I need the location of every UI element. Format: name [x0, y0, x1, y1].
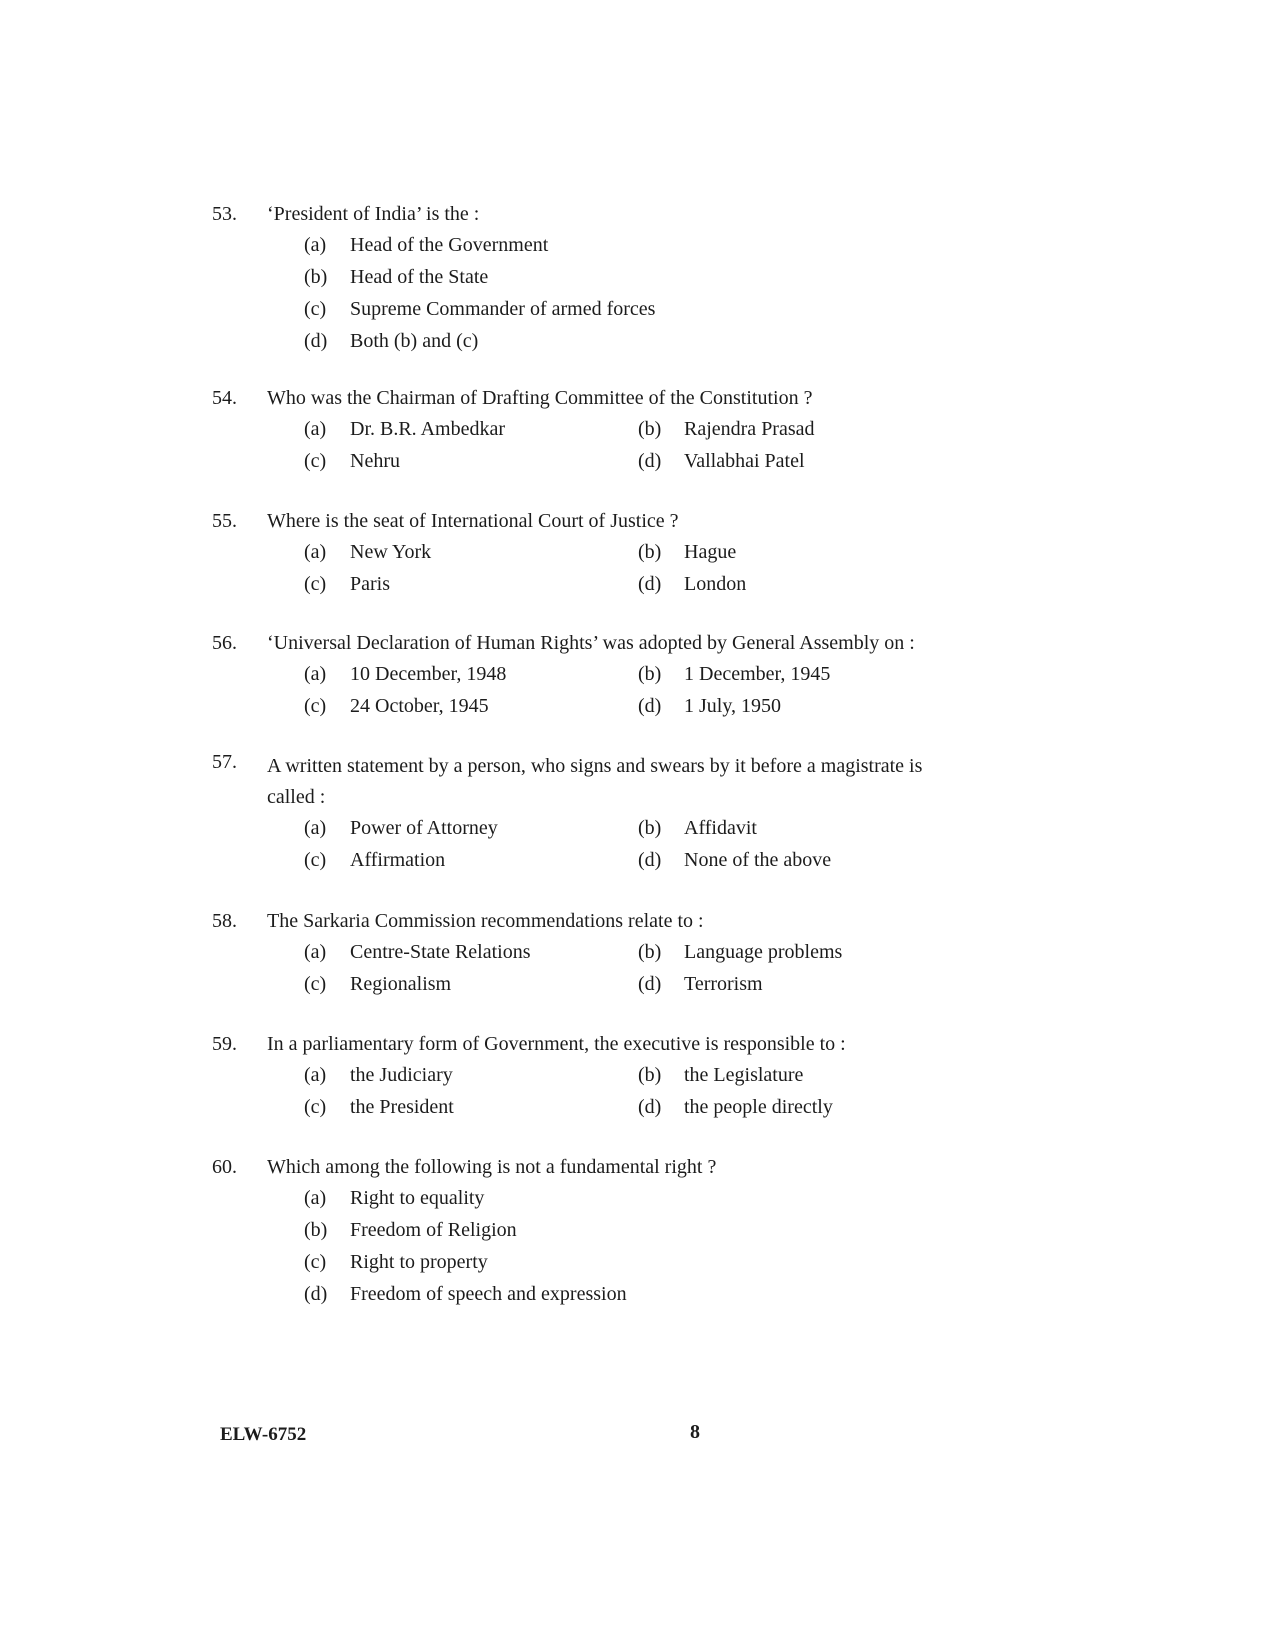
question-number: 57. — [212, 751, 237, 773]
options-grid — [212, 663, 972, 727]
question-stem — [212, 1156, 972, 1178]
question-58 — [212, 910, 972, 1005]
option-b: (b) Freedom of Religion — [304, 1219, 517, 1241]
question-number: 55. — [212, 510, 237, 532]
option-a: (a) Centre-State Relations — [304, 941, 531, 963]
question-number: 56. — [212, 632, 237, 654]
option-b: (b) Language problems — [638, 941, 843, 963]
options-grid — [212, 418, 972, 482]
option-a: (a) New York — [304, 541, 432, 563]
paper-code: ELW-6752 — [220, 1424, 307, 1445]
option-a: (a) Dr. B.R. Ambedkar — [304, 418, 505, 440]
question-number: 54. — [212, 387, 237, 409]
page-number: 8 — [690, 1421, 700, 1443]
question-57 — [212, 751, 972, 881]
question-stem — [212, 910, 972, 932]
question-text: The Sarkaria Commission recommendations relate to : — [267, 910, 704, 932]
question-text: ‘Universal Declaration of Human Rights’ was adopted by General Assembly on : — [267, 632, 915, 654]
option-b: (b) 1 December, 1945 — [638, 663, 831, 685]
option-d: (d) Terrorism — [638, 973, 763, 995]
question-stem — [212, 387, 972, 409]
question-stem — [212, 510, 972, 532]
question-stem — [212, 632, 972, 654]
option-d: (d) None of the above — [638, 849, 832, 871]
option-a: (a) 10 December, 1948 — [304, 663, 507, 685]
question-54 — [212, 387, 972, 482]
option-b: (b) Head of the State — [304, 266, 489, 288]
options-grid — [212, 817, 972, 881]
question-text: A written statement by a person, who signs and swears by it before a magistrate is called : — [267, 755, 923, 808]
question-number: 60. — [212, 1156, 237, 1178]
option-d: (d) the people directly — [638, 1096, 833, 1118]
question-59 — [212, 1033, 972, 1128]
question-text: Who was the Chairman of Drafting Committee of the Constitution ? — [267, 387, 813, 409]
options-grid — [212, 941, 972, 1005]
option-d: (d) Freedom of speech and expression — [304, 1283, 627, 1305]
question-number: 59. — [212, 1033, 237, 1055]
option-d: (d) London — [638, 573, 747, 595]
option-d: (d) Vallabhai Patel — [638, 450, 805, 472]
options-grid — [212, 541, 972, 605]
option-b: (b) Affidavit — [638, 817, 757, 839]
option-c: (c) Supreme Commander of armed forces — [304, 298, 656, 320]
question-56 — [212, 632, 972, 727]
option-c: (c) Right to property — [304, 1251, 488, 1273]
question-number: 53. — [212, 203, 237, 225]
option-c: (c) 24 October, 1945 — [304, 695, 489, 717]
question-55 — [212, 510, 972, 605]
option-b: (b) Hague — [638, 541, 737, 563]
question-text: Where is the seat of International Court of Justice ? — [267, 510, 679, 532]
question-60 — [212, 1156, 972, 1315]
question-stem — [212, 751, 972, 813]
option-d: (d) 1 July, 1950 — [638, 695, 782, 717]
options-list — [212, 234, 972, 362]
question-stem — [212, 1033, 972, 1055]
option-d: (d) Both (b) and (c) — [304, 330, 479, 352]
option-c: (c) Regionalism — [304, 973, 452, 995]
option-c: (c) Affirmation — [304, 849, 446, 871]
question-text: ‘President of India’ is the : — [267, 203, 480, 225]
option-a: (a) the Judiciary — [304, 1064, 453, 1086]
question-stem — [212, 203, 972, 225]
question-text: Which among the following is not a fundamental right ? — [267, 1156, 717, 1178]
question-text: In a parliamentary form of Government, the executive is responsible to : — [267, 1033, 846, 1055]
option-c: (c) Nehru — [304, 450, 400, 472]
question-53 — [212, 203, 972, 362]
question-number: 58. — [212, 910, 237, 932]
option-b: (b) Rajendra Prasad — [638, 418, 815, 440]
options-grid — [212, 1064, 972, 1128]
option-a: (a) Head of the Government — [304, 234, 549, 256]
option-c: (c) the President — [304, 1096, 454, 1118]
options-list — [212, 1187, 972, 1315]
option-a: (a) Right to equality — [304, 1187, 485, 1209]
option-a: (a) Power of Attorney — [304, 817, 498, 839]
option-c: (c) Paris — [304, 573, 390, 595]
option-b: (b) the Legislature — [638, 1064, 804, 1086]
